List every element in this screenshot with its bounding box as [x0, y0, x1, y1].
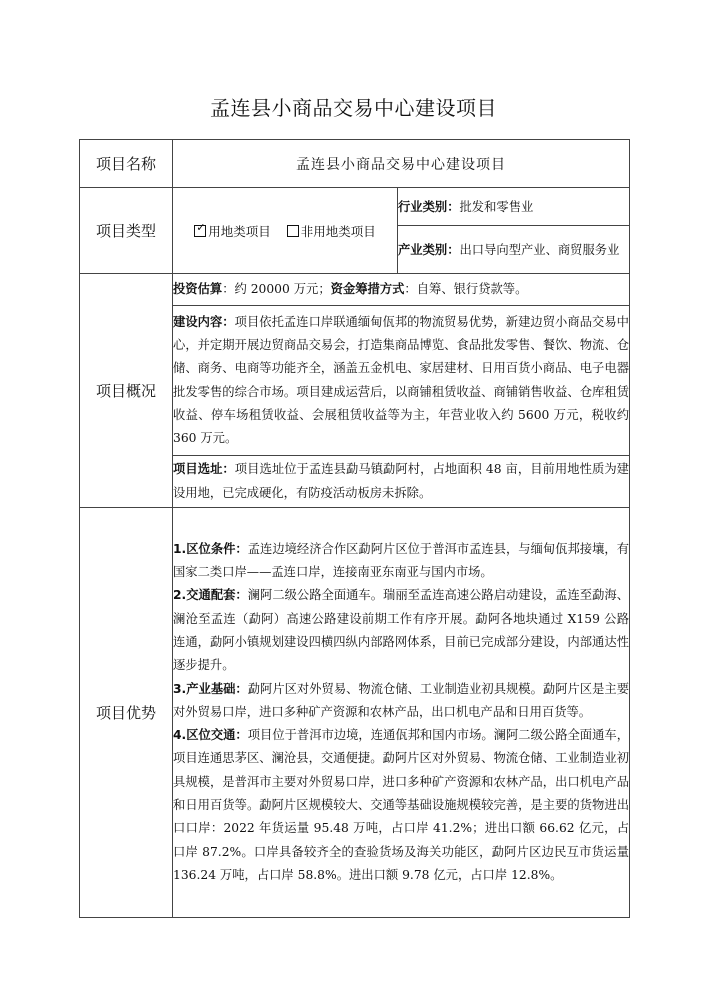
- invest-cell: [173, 274, 630, 306]
- site-cell: [173, 456, 630, 508]
- advantage-item-head: 3.产业基础：: [173, 681, 248, 696]
- label-advantage: 项目优势: [80, 508, 173, 918]
- label-project-name: 项目名称: [80, 140, 173, 188]
- industry-cell: [398, 188, 630, 226]
- row-overview-invest: [80, 274, 630, 306]
- industry-label: 行业类别：: [398, 199, 460, 214]
- fund-value: ：自筹、银行贷款等。: [404, 281, 528, 296]
- invest-label: 投资估算: [173, 281, 223, 296]
- checkbox-empty-icon[interactable]: [287, 225, 299, 237]
- advantage-item-head: 1.区位条件：: [173, 541, 248, 556]
- build-label: 建设内容：: [173, 314, 235, 329]
- row-project-type: [80, 188, 630, 226]
- option-non-land-use[interactable]: [287, 222, 376, 240]
- advantage-item-text: 澜阿二级公路全面通车。瑞丽至孟连高速公路启动建设，孟连至勐海、澜沧至孟连（勐阿）高速公路建设前期工作有序开展。勐阿各地块通过 X159 公路连通，勐阿小镇规划建设四横四纵内部路网体系，目前已完成部分建设，内部通达性逐步提升。: [173, 588, 629, 673]
- site-label: 项目选址：: [173, 462, 235, 477]
- option-land-use-label: 用地类项目: [208, 223, 271, 239]
- option-non-land-use-label: 非用地类项目: [300, 223, 376, 239]
- project-type-options: [173, 188, 398, 274]
- option-land-use[interactable]: [194, 222, 271, 240]
- advantage-cell: [173, 508, 630, 918]
- advantage-item-text: 项目位于普洱市边境，连通佤邦和国内市场。澜阿二级公路全面通车，项目连通思茅区、澜沧县，交通便捷。勐阿片区对外贸易、物流仓储、工业制造业初具规模，是普洱市主要对外贸易口岸，进口多种矿产资源和农林产品，出口机电产品和日用百货等。勐阿片区规模较大、交通等基础设施规模较完善，是主要的货物进出口口岸：2022 年货运量 95.48 万吨，占口岸 41.2%；进出口额 66.62 亿元，占口岸 87.2%。口岸具备较齐全的查验货场及海关功能区，勐阿片区边民互市货运量 136.24 万吨，占口岸 58.8%。进出口额 9.78 亿元，占口岸 12.8%。: [173, 728, 629, 882]
- project-table: [79, 139, 630, 918]
- row-advantage: [80, 508, 630, 918]
- fund-label: 资金筹措方式: [330, 281, 405, 296]
- row-project-name: [80, 140, 630, 188]
- advantage-item: [173, 538, 629, 585]
- sector-value: 出口导向型产业、商贸服务业: [459, 242, 620, 257]
- invest-value: ：约 20000 万元；: [222, 281, 331, 296]
- site-value: 项目选址位于孟连县勐马镇勐阿村，占地面积 48 亩，目前用地性质为建设用地，已完成硬化，有防疫活动板房未拆除。: [173, 462, 629, 500]
- label-overview: 项目概况: [80, 274, 173, 508]
- page-title: 孟连县小商品交易中心建设项目: [210, 96, 497, 120]
- project-name-value: 孟连县小商品交易中心建设项目: [173, 140, 630, 188]
- advantage-item-text: 孟连边境经济合作区勐阿片区位于普洱市孟连县，与缅甸佤邦接壤，有国家二类口岸——孟连口岸，连接南亚东南亚与国内市场。: [173, 541, 629, 580]
- checkbox-checked-icon[interactable]: ✓: [194, 225, 206, 237]
- advantage-item: [173, 724, 629, 887]
- label-project-type: 项目类型: [80, 188, 173, 274]
- advantage-item-head: 2.交通配套：: [173, 588, 248, 603]
- advantage-item: [173, 678, 629, 725]
- sector-cell: [398, 226, 630, 274]
- industry-value: 批发和零售业: [459, 199, 534, 214]
- advantage-item: [173, 584, 629, 677]
- sector-label: 产业类别：: [398, 242, 460, 257]
- build-value: 项目依托孟连口岸联通缅甸佤邦的物流贸易优势，新建边贸小商品交易中心，并定期开展边贸商品交易会，打造集商品博览、食品批发零售、餐饮、物流、仓储、商务、电商等功能齐全，涵盖五金机电、家居建材、日用百货小商品、电子电器批发零售的综合市场。项目建成运营后，以商铺租赁收益、商铺销售收益、仓库租赁收益、停车场租赁收益、会展租赁收益等为主，年营业收入约 5600 万元，税收约 360 万元。: [173, 314, 629, 446]
- advantage-item-text: 勐阿片区对外贸易、物流仓储、工业制造业初具规模。勐阿片区是主要对外贸易口岸，进口多种矿产资源和农林产品，出口机电产品和日用百货等。: [173, 681, 629, 719]
- advantage-item-head: 4.区位交通：: [173, 728, 248, 743]
- build-cell: [173, 306, 630, 456]
